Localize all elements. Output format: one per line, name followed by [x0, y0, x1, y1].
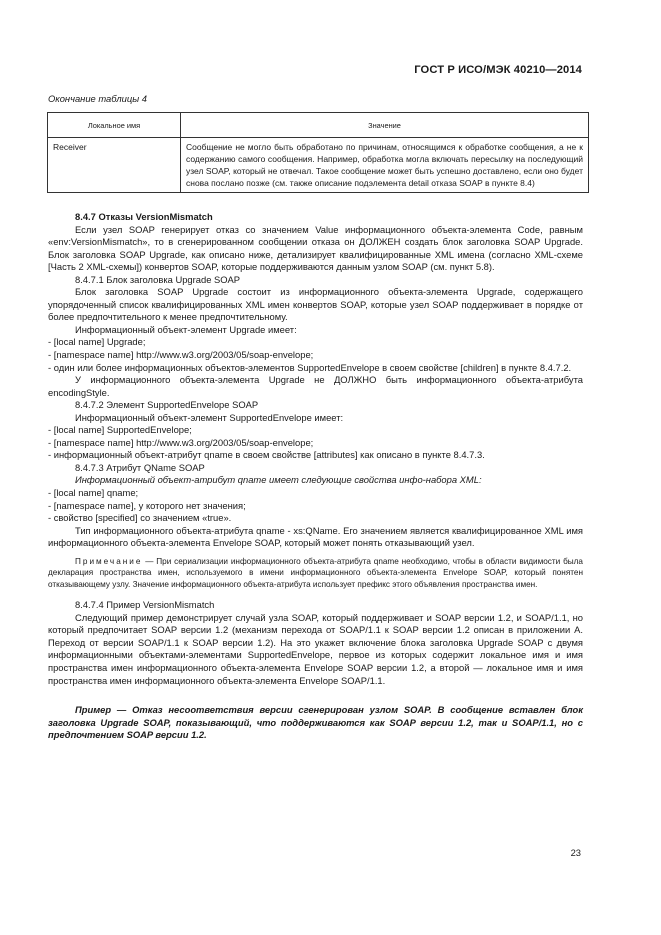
list-item: - [local name] SupportedEnvelope;: [48, 424, 192, 436]
paragraph: Информационный объект-элемент Upgrade имеет:: [75, 323, 297, 335]
note: [48, 556, 583, 591]
list-item: - информационный объект-атрибут qname в своем свойстве [attributes] как описано в пункте 8.4.7.3.: [48, 449, 485, 461]
list-item: - [namespace name] http://www.w3.org/2003/05/soap-envelope;: [48, 349, 314, 361]
note-label: Примечание: [75, 556, 143, 566]
standard-header: ГОСТ Р ИСО/МЭК 40210—2014: [414, 64, 582, 76]
list-item: - [local name] Upgrade;: [48, 336, 146, 348]
paragraph: Информационный объект-атрибут qname имеет следующие свойства инфо-набора XML:: [75, 474, 482, 486]
paragraph: Блок заголовка SOAP Upgrade состоит из информационного объекта-элемента Upgrade, содержащего упорядоченный список квалифицированных XML имен конвертов SOAP, которые узел SOAP поддерживает в порядке от более предпочтительного к менее предпочтительному.: [48, 286, 583, 323]
paragraph: Информационный объект-элемент SupportedEnvelope имеет:: [75, 411, 344, 423]
paragraph: Если узел SOAP генерирует отказ со значением Value информационного объекта-элемента Code, равным «env:VersionMismatch», то в сгенерированном сообщении отказа он ДОЛЖЕН создать блок заголовка SOAP Upgrade. Блок заголовка SOAP Upgrade, как описано ниже, детализирует квалифицированные XML имена (согласно XML-схеме [Часть 2 XML-схемы]) конвертов SOAP, которые поддерживаются данным узлом SOAP (см. пункт 5.8).: [48, 223, 583, 273]
example: Пример — Отказ несоответствия версии сгенерирован узлом SOAP. В сообщение вставлен блок заголовка Upgrade SOAP, показывающий, что поддерживаются как SOAP версии 1.2, так и SOAP/1.1, но с предпочтением SOAP версии 1.2.: [48, 704, 583, 741]
list-item: - свойство [specified] со значением «true».: [48, 512, 232, 524]
table-header-row: [48, 113, 589, 138]
note-text: — При сериализации информационного объекта-атрибута qname необходимо, чтобы в области видимости была декларация пространства имен, используемого в имени информационного объекта-элемента Envelope SOAP, который понятен отказывающему узлу. Значение информационного объекта-атрибута использует префикс этого объявления пространства имен.: [48, 556, 583, 589]
paragraph: Следующий пример демонстрирует случай узла SOAP, который поддерживает и SOAP версии 1.2, и SOAP/1.1, но который предпочитает SOAP версии 1.2 (механизм перехода от SOAP/1.1 к SOAP версии 1.2 описан в приложении А. Переход от версии SOAP/1.1 к SOAP версии 1.2). На это укажет включение блока заголовка Upgrade SOAP с двумя информационными объектами-элементами SupportedEnvelope, первое из которых содержит локальное имя и имя пространства имен информационного объекта-элемента Envelope SOAP версии 1.2, а второй — локальное имя и имя пространства имен информационного объекта-элемента Envelope SOAP/1.1.: [48, 611, 583, 686]
heading-8-4-7-3: 8.4.7.3 Атрибут QName SOAP: [75, 461, 205, 473]
paragraph: У информационного объекта-элемента Upgrade не ДОЛЖНО быть информационного объекта-атрибута encodingStyle.: [48, 374, 583, 398]
heading-8-4-7: 8.4.7 Отказы VersionMismatch: [75, 211, 213, 222]
row-value: Сообщение не могло быть обработано по причинам, относящимся к обработке сообщения, а не к содержанию самого сообщения. Например, обработка могла включать пересылку на последующий узел SOAP, который не отвечал. Такое сообщение может быть успешно доставлено, если оно будет снова послано позже (см. также описание подэлемента detail отказа SOAP в пункте 8.4): [181, 138, 589, 193]
heading-8-4-7-4: 8.4.7.4 Пример VersionMismatch: [75, 599, 215, 611]
col-local-name: Локальное имя: [48, 113, 181, 138]
list-item: - [namespace name] http://www.w3.org/2003/05/soap-envelope;: [48, 436, 314, 448]
list-item: - один или более информационных объектов-элементов SupportedEnvelope в своем свойстве [children] в пункте 8.4.7.2.: [48, 361, 572, 373]
heading-8-4-7-2: 8.4.7.2 Элемент SupportedEnvelope SOAP: [75, 399, 259, 411]
paragraph: Тип информационного объекта-атрибута qname - xs:QName. Его значением является квалифицированное XML имя информационного объекта-элемента Envelope SOAP, который может понять отказывающий узел.: [48, 524, 583, 549]
table-row: [48, 138, 589, 193]
list-item: - [local name] qname;: [48, 487, 139, 499]
col-value: Значение: [181, 113, 589, 138]
page-number: 23: [570, 847, 581, 858]
list-item: - [namespace name], у которого нет значения;: [48, 499, 246, 511]
values-table: [47, 112, 589, 193]
heading-8-4-7-1: 8.4.7.1 Блок заголовка Upgrade SOAP: [75, 273, 241, 285]
table-caption: Окончание таблицы 4: [48, 93, 147, 104]
row-name: Receiver: [48, 138, 181, 193]
section-body: [48, 211, 583, 751]
